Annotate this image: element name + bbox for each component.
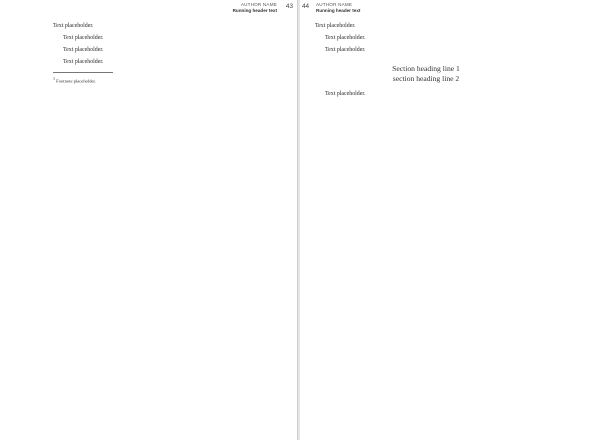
paragraph: Text placeholder. [325,47,366,54]
page-number: 43 [285,3,293,10]
header-title: Running header text [232,8,277,13]
running-header [316,2,360,13]
paragraph: Text placeholder. [315,23,356,29]
paragraph: Text placeholder. [53,23,94,29]
section-heading [315,64,537,84]
header-author: AUTHOR NAME [316,2,353,7]
paragraph: Text placeholder. [63,35,104,42]
footnote-marker: 1 [53,76,55,82]
left-page [0,0,298,440]
text-column [53,22,275,85]
paragraph: Text placeholder. [63,47,104,54]
page-number: 44 [302,3,310,10]
footnote-divider [53,72,113,73]
right-page [300,0,600,440]
running-header [233,2,277,13]
paragraph: Text placeholder. [325,91,366,98]
footnote-text: Footnote placeholder. [56,78,96,84]
footnote [53,76,275,85]
paragraph: Text placeholder. [325,35,366,42]
section-heading-line: Section heading line 1 [392,64,460,74]
section-heading-line: section heading line 2 [392,74,460,84]
header-title: Running header text [316,8,361,13]
paragraph: Text placeholder. [63,59,104,66]
text-column [315,22,537,102]
header-author: AUTHOR NAME [240,2,277,7]
